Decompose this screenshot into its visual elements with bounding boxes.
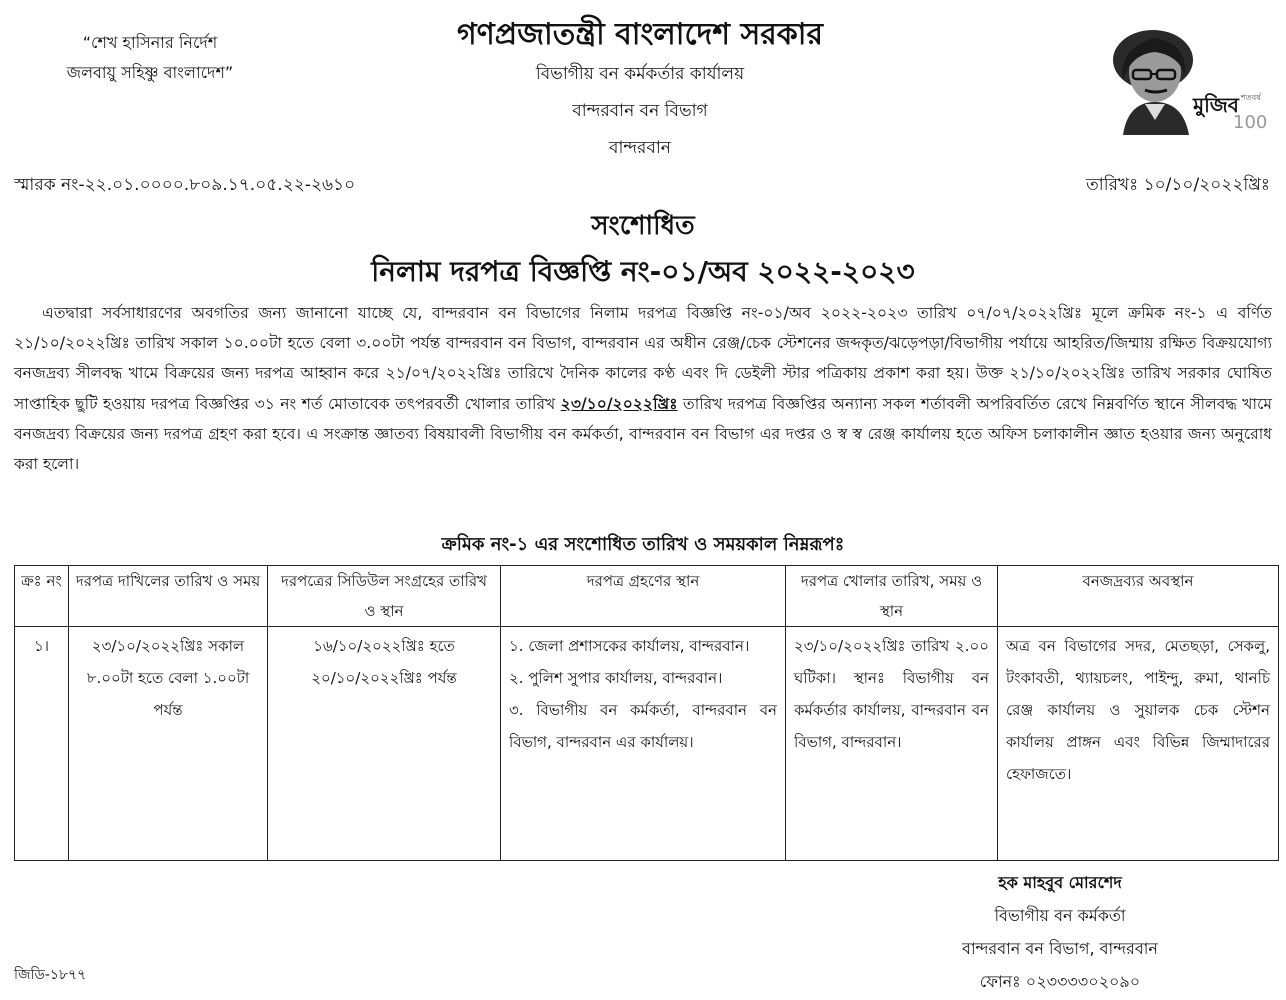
motto-line-2: জলবায়ু সহিষ্ণু বাংলাদেশ” <box>66 63 234 82</box>
memo-date: তারিখঃ ১০/১০/২০২২খ্রিঃ <box>1086 175 1270 195</box>
cell-schedule: ১৬/১০/২০২২খ্রিঃ হতে ২০/১০/২০২২খ্রিঃ পর্যন্ত <box>268 627 501 861</box>
header-serial: ক্রঃ নং <box>15 566 69 627</box>
signatory-phone: ফোনঃ ০২৩৩৩৩০২০৯০ <box>979 972 1141 991</box>
signature-block <box>930 866 1190 998</box>
signatory-name: হক মাহবুব মোরশেদ <box>998 873 1122 892</box>
mujib-centenary-logo <box>1093 20 1268 135</box>
signatory-designation: বিভাগীয় বন কর্মকর্তা <box>994 906 1126 925</box>
header-schedule: দরপত্রের সিডিউল সংগ্রহের তারিখ ও স্থান <box>268 566 501 627</box>
gd-reference: জিডি-১৮৭৭ <box>14 967 87 983</box>
header-opening: দরপত্র খোলার তারিখ, সময় ও স্থান <box>786 566 998 627</box>
notice-body <box>14 298 1272 479</box>
motto-line-1: “শেখ হাসিনার নির্দেশ <box>82 33 218 52</box>
government-title: গণপ্রজাতন্ত্রী বাংলাদেশ সরকার <box>457 17 823 52</box>
header-submission: দরপত্র দাখিলের তারিখ ও সময় <box>69 566 268 627</box>
division-name: বান্দরবান বন বিভাগ <box>572 101 708 121</box>
location-name: বান্দরবান <box>609 138 671 158</box>
header-places: দরপত্র গ্রহণের স্থান <box>501 566 786 627</box>
cell-location: অত্র বন বিভাগের সদর, মেতছড়া, সেকলু, টংকাবতী, থ্যায়চলং, পাইন্দু, রুমা, থানচি রেঞ্জ কার্যালয় ও সুয়ালক চেক স্টেশন কার্যালয় প্রাঙ্গন এবং বিভিন্ন জিম্মাদারের হেফাজতে। <box>998 627 1279 861</box>
letterhead <box>330 14 950 167</box>
opening-date-highlight: ২৩/১০/২০২২খ্রিঃ <box>560 394 678 413</box>
logo-sub: শতবর্ষ <box>1241 93 1261 102</box>
schedule-table <box>14 565 1279 861</box>
cell-serial: ১। <box>15 627 69 861</box>
notice-heading: নিলাম দরপত্র বিজ্ঞপ্তি নং-০১/অব ২০২২-২০২৩ <box>371 255 915 288</box>
cell-places <box>501 627 786 861</box>
place-item-3: ৩. বিভাগীয় বন কর্মকর্তা, বান্দরবান বন বিভাগ, বান্দরবান এর কার্যালয়। <box>509 701 777 751</box>
motto <box>30 28 270 88</box>
logo-number: 100 <box>1233 112 1268 133</box>
table-title: ক্রমিক নং-১ এর সংশোধিত তারিখ ও সময়কাল নিম্নরূপঃ <box>441 534 845 555</box>
body-part-1: এতদ্বারা সর্বসাধারণের অবগতির জন্য জানানো যাচ্ছে যে, বান্দরবান বন বিভাগের নিলাম দরপত্র বিজ্ঞপ্তি নং-০১/অব ২০২২-২০২৩ তারিখ ০৭/০৭/২০২২খ্রিঃ মূলে ক্রমিক নং-১ এ বর্ণিত ২১/১০/২০২২খ্রিঃ তারিখ সকাল ১০.০০টা হতে বেলা ৩.০০টা পর্যন্ত বান্দরবান বন বিভাগ, বান্দরবান এর অধীন রেঞ্জ/চেক স্টেশনের জব্দকৃত/ঝড়েপড়া/বিভাগীয় পর্যায়ে আহরিত/জিম্মায় রক্ষিত বিক্রয়যোগ্য বনজদ্রব্য সীলবদ্ধ খামে বিক্রয়ের জন্য দরপত্র আহ্বান করে ২১/০৭/২০২২খ্রিঃ তারিখে দৈনিক কালের কণ্ঠ এবং দি ডেইলী স্টার পত্রিকায় প্রকাশ করা হয়। উক্ত ২১/১০/২০২২খ্রিঃ তারিখ সরকার ঘোষিত সাপ্তাহিক ছুটি হওয়ায় দরপত্র বিজ্ঞপ্তির ৩১ নং শর্ত মোতাবেক তৎপরবর্তী খোলার তারিখ <box>14 304 1272 413</box>
signatory-office: বান্দরবান বন বিভাগ, বান্দরবান <box>962 939 1158 958</box>
logo-text: মুজিব <box>1193 93 1239 117</box>
revised-heading: সংশোধিত <box>591 211 695 241</box>
place-item-2: ২. পুলিশ সুপার কার্যালয়, বান্দরবান। <box>509 669 723 687</box>
office-name: বিভাগীয় বন কর্মকর্তার কার্যালয় <box>535 64 745 84</box>
table-row <box>15 627 1279 861</box>
memo-number: স্মারক নং-২২.০১.০০০০.৮০৯.১৭.০৫.২২-২৬১০ <box>14 175 356 195</box>
cell-opening: ২৩/১০/২০২২খ্রিঃ তারিখ ২.০০ ঘটিকা। স্থানঃ বিভাগীয় বন কর্মকর্তার কার্যালয়, বান্দরবান বন বিভাগ, বান্দরবান। <box>786 627 998 861</box>
body-part-2: তারিখ দরপত্র বিজ্ঞপ্তির অন্যান্য সকল শর্তাবলী অপরিবর্তিত রেখে নিম্নবর্ণিত স্থানে সীলবদ্ধ খামে বনজদ্রব্য বিক্রয়ের জন্য দরপত্র গ্রহণ করা হবে। এ সংক্রান্ত জ্ঞাতব্য বিষয়াবলী বিভাগীয় বন কর্মকর্তা, বান্দরবান বন বিভাগ এর দপ্তর ও স্ব স্ব রেঞ্জ কার্যালয় হতে অফিস চলাকালীন জ্ঞাত হওয়ার জন্য অনুরোধ করা হলো। <box>14 394 1272 474</box>
header-location: বনজদ্রব্যর অবস্থান <box>998 566 1279 627</box>
place-item-1: ১. জেলা প্রশাসকের কার্যালয়, বান্দরবান। <box>509 637 750 655</box>
table-header-row <box>15 566 1279 627</box>
cell-submission: ২৩/১০/২০২২খ্রিঃ সকাল ৮.০০টা হতে বেলা ১.০০টা পর্যন্ত <box>69 627 268 861</box>
